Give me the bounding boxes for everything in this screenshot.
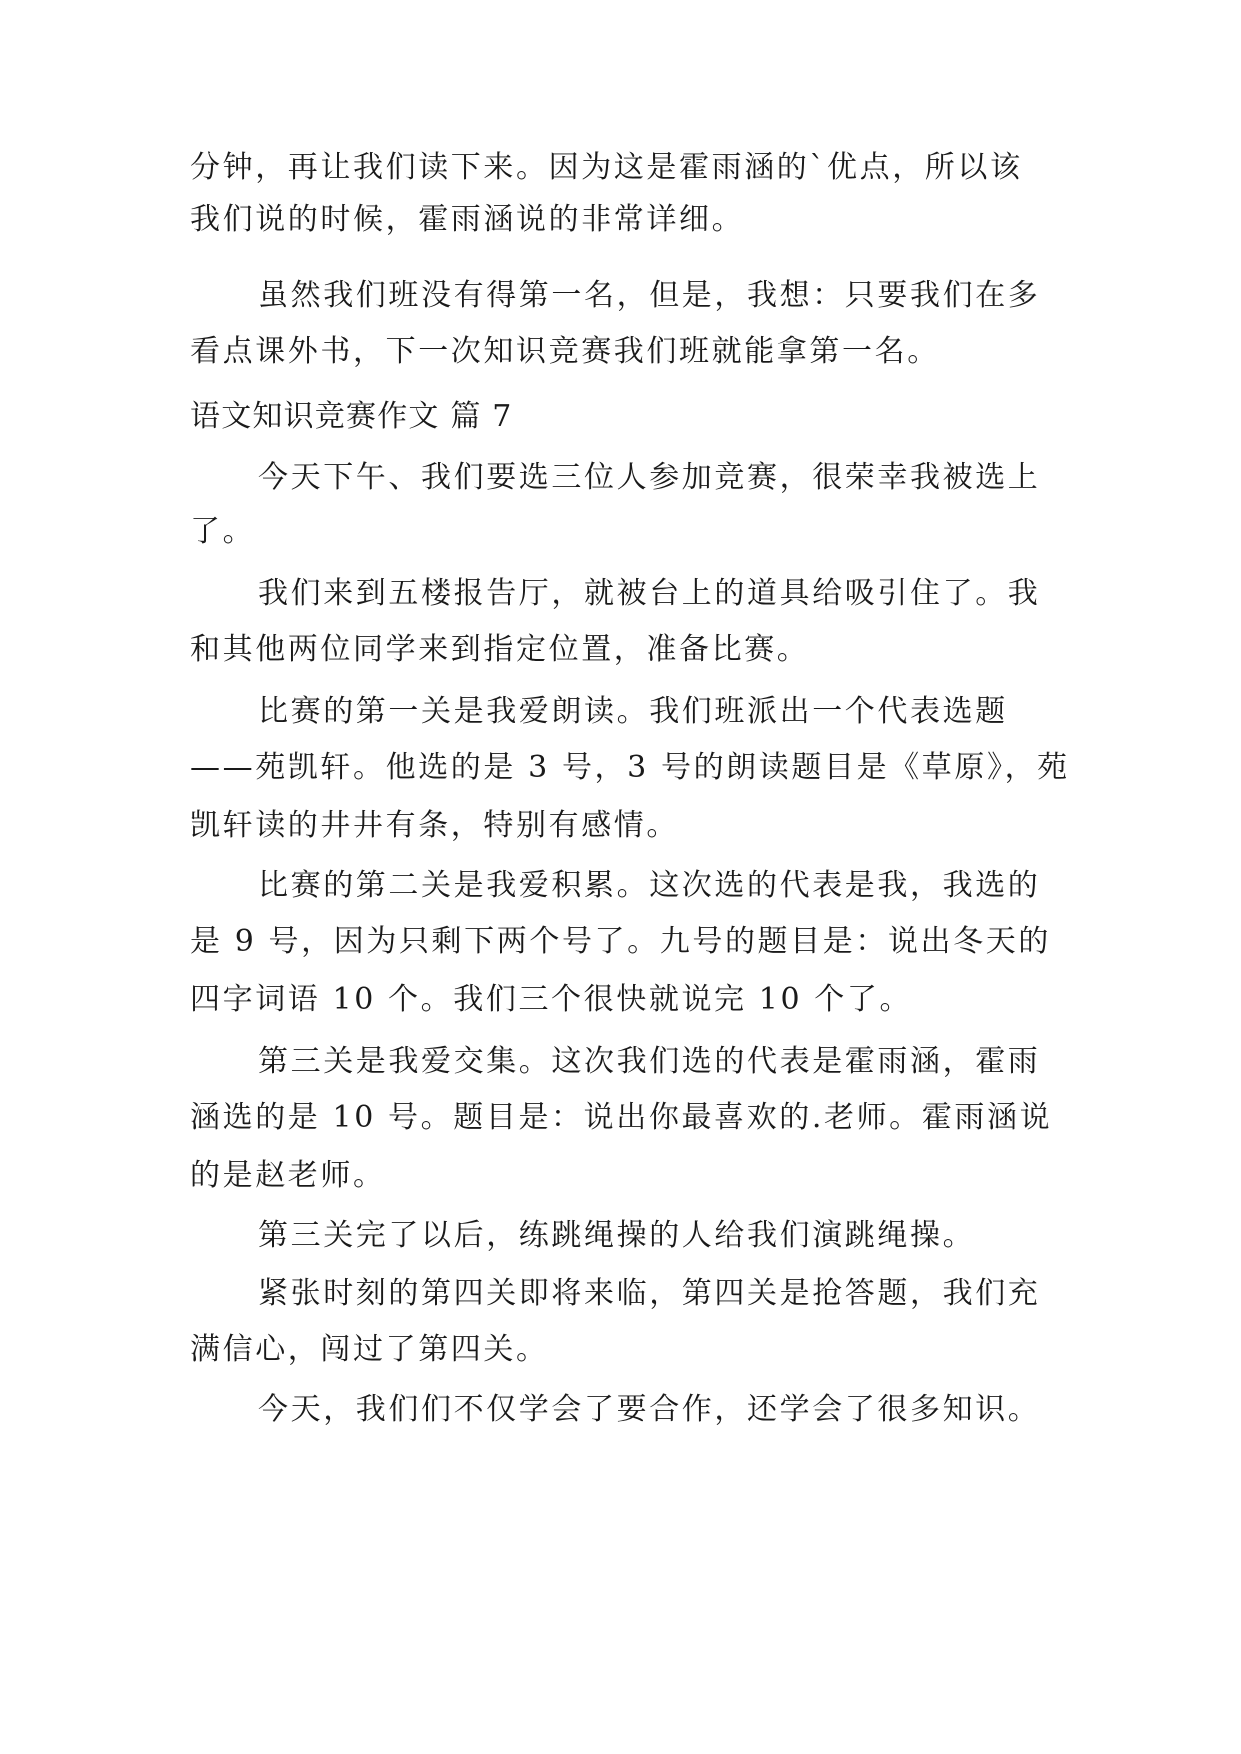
text-line: 凯轩读的井井有条，特别有感情。	[190, 808, 679, 843]
paragraph-start: 第三关完了以后，练跳绳操的人给我们演跳绳操。	[258, 1218, 976, 1253]
paragraph-start: 虽然我们班没有得第一名，但是，我想：只要我们在多	[258, 278, 1041, 313]
paragraph-start: 紧张时刻的第四关即将来临，第四关是抢答题，我们充	[258, 1276, 1041, 1311]
paragraph-start: 第三关是我爱交集。这次我们选的代表是霍雨涵，霍雨	[258, 1044, 1041, 1079]
text-line: 看点课外书，下一次知识竞赛我们班就能拿第一名。	[190, 334, 940, 369]
text-line: 是 9 号，因为只剩下两个号了。九号的题目是：说出冬天的	[190, 924, 1051, 959]
paragraph-start: 比赛的第二关是我爱积累。这次选的代表是我，我选的	[258, 868, 1041, 903]
text-line: 的是赵老师。	[190, 1158, 386, 1193]
text-line: 了。	[190, 514, 256, 549]
paragraph-start: 今天，我们们不仅学会了要合作，还学会了很多知识。	[258, 1392, 1041, 1427]
text-line: 涵选的是 10 号。题目是：说出你最喜欢的.老师。霍雨涵说	[190, 1100, 1053, 1135]
paragraph-start: 我们来到五楼报告厅，就被台上的道具给吸引住了。我	[258, 576, 1041, 611]
text-line: 我们说的时候，霍雨涵说的非常详细。	[190, 202, 745, 237]
text-line: 四字词语 10 个。我们三个很快就说完 10 个了。	[190, 982, 913, 1017]
paragraph-start: 比赛的第一关是我爱朗读。我们班派出一个代表选题	[258, 694, 1008, 729]
text-line: ——苑凯轩。他选的是 3 号，3 号的朗读题目是《草原》，苑	[190, 750, 1070, 785]
paragraph-start: 今天下午、我们要选三位人参加竞赛，很荣幸我被选上	[258, 460, 1041, 495]
text-line: 满信心，闯过了第四关。	[190, 1332, 549, 1367]
text-line: 和其他两位同学来到指定位置，准备比赛。	[190, 632, 810, 667]
section-heading: 语文知识竞赛作文 篇 7	[190, 399, 513, 434]
text-line: 分钟，再让我们读下来。因为这是霍雨涵的`优点，所以该	[190, 150, 1023, 185]
